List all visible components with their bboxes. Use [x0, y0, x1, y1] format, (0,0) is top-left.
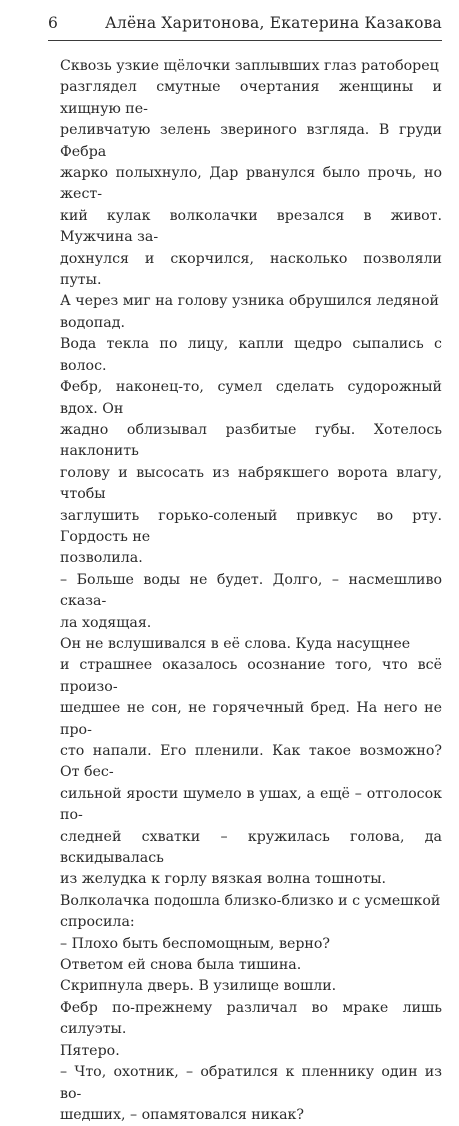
text-line: Фебр по-прежнему различал во мраке лишь силуэты. [60, 999, 442, 1038]
text-line: Фебр, наконец-то, сумел сделать судорожный вдох. Он [60, 379, 442, 417]
text-line: заглушить горько-соленый привкус во рту. Гордость не [60, 507, 442, 545]
text-line: – Плохо быть беспомощным, верно? [60, 935, 331, 952]
text-line: водопад. [60, 314, 125, 331]
text-line: реливчатую зелень звериного взгляда. В груди Фебра [60, 122, 442, 160]
text-line: Скрипнула дверь. В узилище вошли. [60, 978, 337, 995]
text-line: Он не вслушивался в её слова. Куда насущнее [60, 635, 411, 652]
text-line: Вода текла по лицу, капли щедро сыпались с волос. [60, 336, 442, 374]
text-line: разглядел смутные очертания женщины и хищную пе- [60, 79, 442, 117]
text-line: шедших, – опамятовался никак? [60, 1106, 305, 1123]
text-line: ла ходящая. [60, 614, 152, 631]
text-line: сто напали. Его пленили. Как такое возможно? От бес- [60, 743, 442, 781]
header-rule [48, 40, 442, 41]
text-line: Пятеро. [60, 1042, 120, 1059]
text-line: из желудка к горлу вязкая волна тошноты. [60, 871, 387, 888]
text-line: голову и высосать из набрякшего ворота влагу, чтобы [60, 464, 442, 503]
running-head [48, 14, 442, 38]
text-line: Волколачка подошла близко-близко и с усмешкой [60, 892, 441, 909]
text-line: спросила: [60, 914, 135, 931]
page-number: 6 [48, 14, 59, 32]
text-line: дохнулся и скорчился, насколько позволяли путы. [60, 250, 442, 289]
body-text [60, 56, 442, 1126]
text-line: Ответом ей снова была тишина. [60, 957, 302, 974]
text-line: шедшее не сон, не горячечный бред. На него не про- [60, 700, 442, 738]
text-line: А через миг на голову узника обрушился ледяной [60, 293, 439, 310]
text-line: Сквозь узкие щёлочки заплывших глаз ратоборец [60, 58, 439, 74]
text-line: и страшнее оказалось осознание того, что всё произо- [60, 657, 442, 695]
text-line: сильной ярости шумело в ушах, а ещё – отголосок по- [60, 785, 442, 824]
text-line: жарко полыхнуло, Дар рванулся было прочь, но жест- [60, 165, 442, 203]
text-line: – Больше воды не будет. Долго, – насмешливо сказа- [60, 571, 442, 610]
text-line: позволила. [60, 550, 143, 567]
text-line: жадно облизывал разбитые губы. Хотелось наклонить [60, 421, 442, 460]
text-line: кий кулак волколачки врезался в живот. Мужчина за- [60, 207, 442, 246]
text-line: – Что, охотник, – обратился к пленнику один из во- [60, 1064, 442, 1102]
running-title: Алёна Харитонова, Екатерина Казакова [104, 14, 442, 32]
text-line: следней схватки – кружилась голова, да вскидывалась [60, 828, 442, 867]
